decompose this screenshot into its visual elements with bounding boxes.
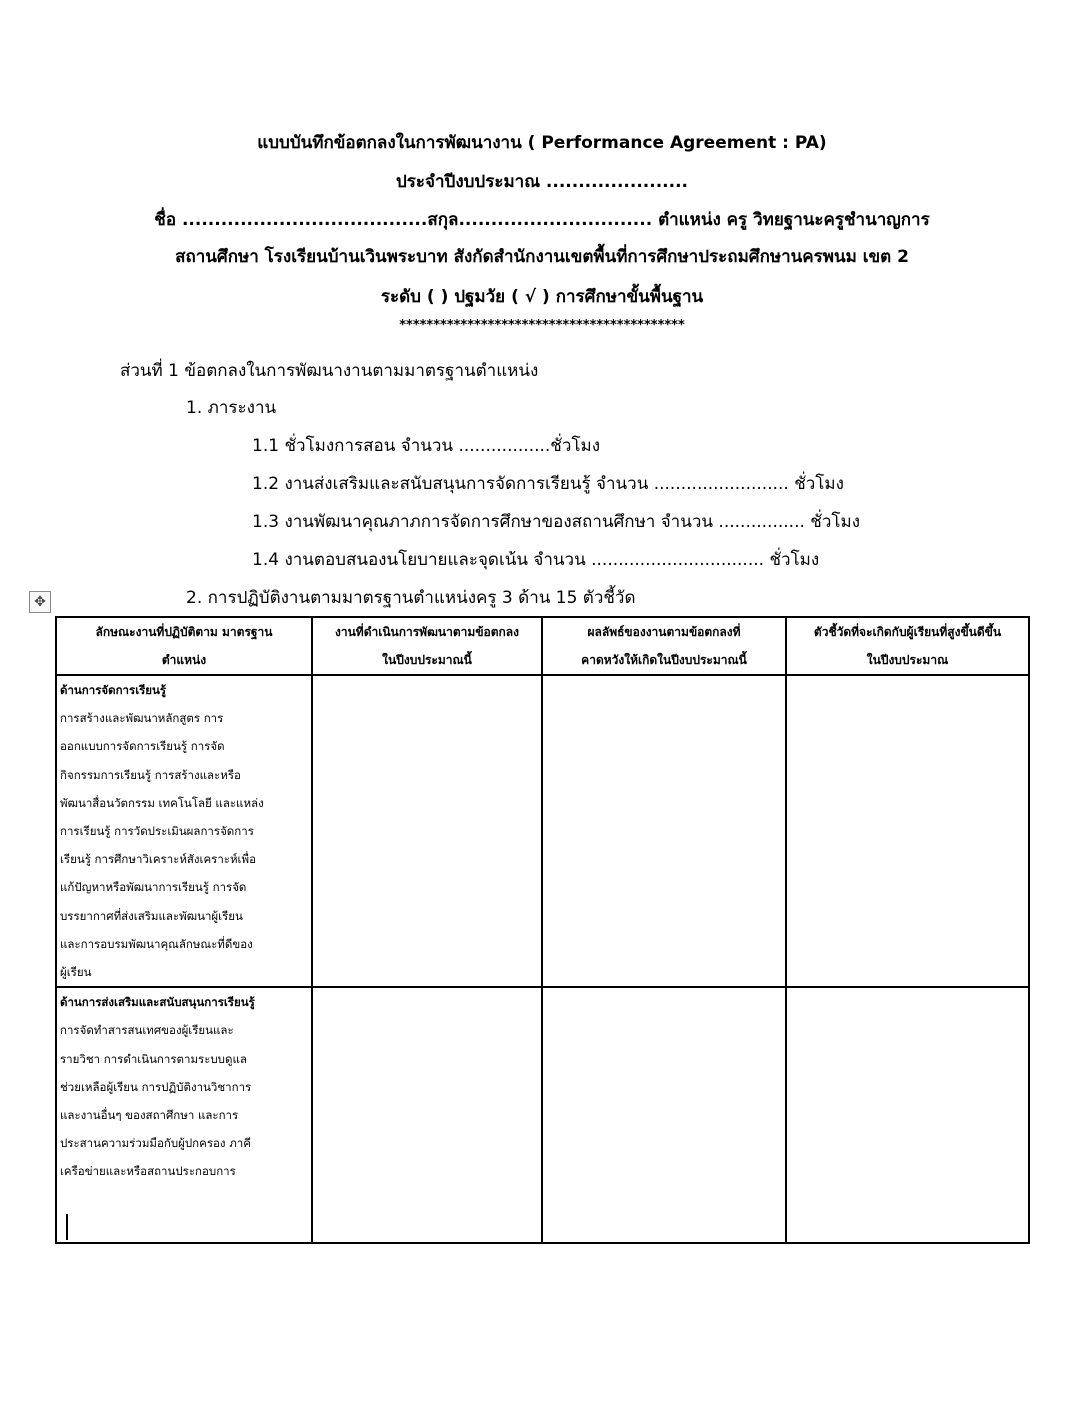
item2-performance: 2. การปฏิบัติงานตามมาตรฐานตำแหน่งครู 3 ด้าน 15 ตัวชี้วัด — [186, 588, 636, 608]
name-surname-position-line: ชื่อ ......................................สกุล.............................. ตำแหน่ง ครู วิทยฐานะครูชำนาญการ — [154, 210, 930, 230]
cell-empty[interactable] — [786, 987, 1029, 1243]
text-cursor — [66, 1214, 68, 1240]
table-row — [56, 987, 1029, 1243]
table-header-row — [56, 617, 1029, 675]
cell-empty[interactable] — [312, 675, 542, 987]
education-level-line: ระดับ ( ) ปฐมวัย ( √ ) การศึกษาขั้นพื้นฐาน — [380, 287, 704, 307]
cell-empty[interactable] — [542, 987, 786, 1243]
cell-heading: ด้านการจัดการเรียนรู้ — [60, 683, 167, 697]
cell-learning-support[interactable]: ด้านการส่งเสริมและสนับสนุนการเรียนรู้ การจัดทำสารสนเทศของผู้เรียนและ รายวิชา การดำเนินการตามระบบดูแล ช่วยเหลือผู้เรียน การปฏิบัติงานวิชาการ และงานอื่นๆ ของสถาศึกษา และการ ประสานความร่วมมือกับผู้ปกครอง ภาคี เครือข่ายและหรือสถานประกอบการ — [56, 987, 312, 1243]
table-row — [56, 675, 1029, 987]
column-header-job-characteristics: ลักษณะงานที่ปฏิบัติตาม มาตรฐาน ตำแหน่ง — [56, 617, 312, 675]
cell-empty[interactable] — [312, 987, 542, 1243]
column-header-student-indicators: ตัวชี้วัดที่จะเกิดกับผู้เรียนที่สูงขึ้นดีขึ้น ในปีงบประมาณ — [786, 617, 1029, 675]
separator-line: ****************************************** — [399, 318, 685, 333]
cell-learning-management[interactable]: ด้านการจัดการเรียนรู้ การสร้างและพัฒนาหลักสูตร การ ออกแบบการจัดการเรียนรู้ การจัด กิจกรรมการเรียนรู้ การสร้างและหรือ พัฒนาสื่อนวัตกรรม เทคโนโลยี และแหล่ง การเรียนรู้ การวัดประเมินผลการจัดการ เรียนรู้ การศึกษาวิเคราะห์สังเคราะห์เพื่อ แก้ปัญหาหรือพัฒนาการเรียนรู้ การจัด บรรยากาศที่ส่งเสริมและพัฒนาผู้เรียน และการอบรมพัฒนาคุณลักษณะที่ดีของ ผู้เรียน — [56, 675, 312, 987]
document-title: แบบบันทึกข้อตกลงในการพัฒนางาน ( Performance Agreement : PA) — [257, 133, 827, 153]
cell-empty[interactable] — [786, 675, 1029, 987]
performance-agreement-table — [55, 616, 1030, 1244]
section1-title: ส่วนที่ 1 ข้อตกลงในการพัฒนางานตามมาตรฐานตำแหน่ง — [120, 361, 539, 381]
sub-item-1-3: 1.3 งานพัฒนาคุณภาภการจัดการศึกษาของสถานศึกษา จำนวน ................ ชั่วโมง — [252, 512, 861, 532]
cell-empty[interactable] — [542, 675, 786, 987]
sub-item-1-1: 1.1 ชั่วโมงการสอน จำนวน .................ชั่วโมง — [252, 436, 601, 456]
sub-item-1-4: 1.4 งานตอบสนองนโยบายและจุดเน้น จำนวน ................................ ชั่วโมง — [252, 550, 820, 570]
column-header-expected-results: ผลลัพธ์ของงานตามข้อตกลงที่ คาดหวังให้เกิดในปีงบประมาณนี้ — [542, 617, 786, 675]
sub-item-1-2: 1.2 งานส่งเสริมและสนับสนุนการจัดการเรียนรู้ จำนวน ......................... ชั่วโมง — [252, 474, 844, 494]
cell-heading: ด้านการส่งเสริมและสนับสนุนการเรียนรู้ — [60, 995, 255, 1010]
item1-workload: 1. ภาระงาน — [186, 398, 277, 418]
table-move-handle-icon[interactable]: ✥ — [29, 591, 51, 613]
fiscal-year-line: ประจำปีงบประมาณ ...................... — [395, 172, 688, 192]
column-header-development-work: งานที่ดำเนินการพัฒนาตามข้อตกลง ในปีงบประมาณนี้ — [312, 617, 542, 675]
school-affiliation-line: สถานศึกษา โรงเรียนบ้านเวินพระบาท สังกัดสำนักงานเขตพื้นที่การศึกษาประถมศึกษานครพนม เขต 2 — [175, 247, 909, 267]
